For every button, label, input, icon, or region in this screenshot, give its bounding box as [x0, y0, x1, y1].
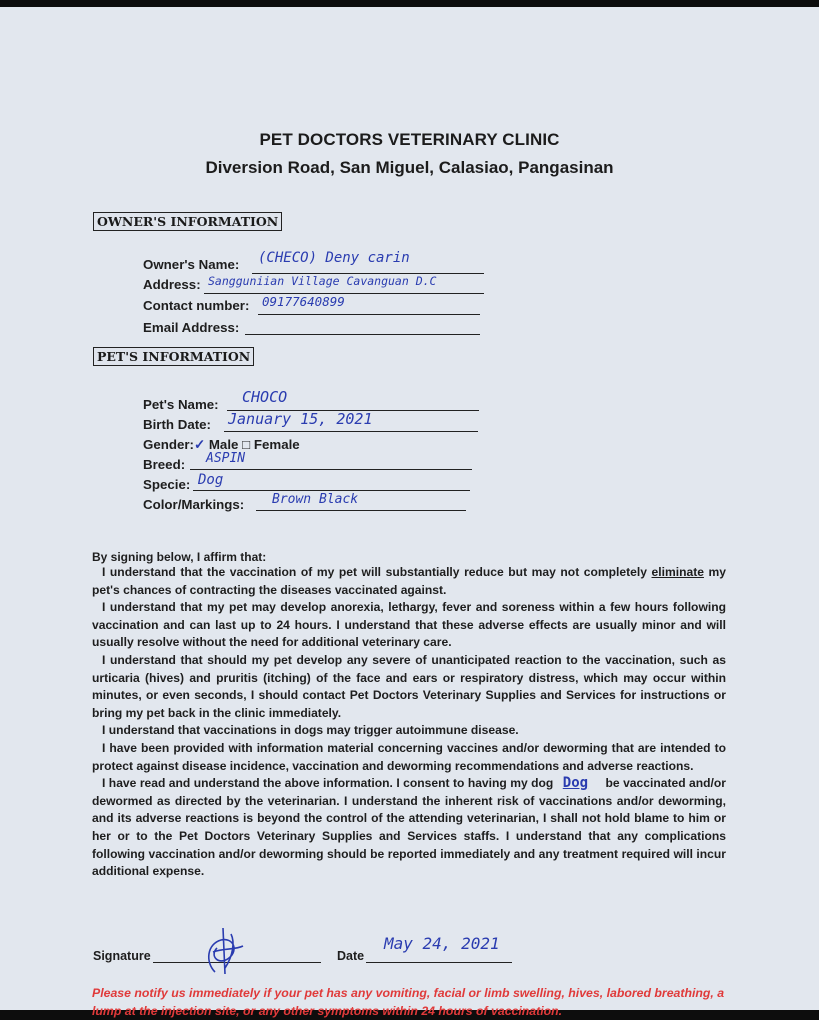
email-label: Email Address: — [143, 320, 240, 335]
date-line — [366, 962, 512, 963]
pet-section-heading: PET'S INFORMATION — [93, 347, 254, 366]
clinic-address: Diversion Road, San Miguel, Calasiao, Pangasinan — [205, 158, 614, 177]
signature-label: Signature — [93, 949, 151, 963]
address-label: Address: — [143, 277, 201, 292]
pet-name-label: Pet's Name: — [143, 397, 219, 412]
owner-name-value[interactable]: (CHECO) Deny carin — [258, 250, 410, 266]
affirm-paragraph-4: I understand that vaccinations in dogs may trigger autoimmune disease. — [102, 723, 519, 738]
specie-value[interactable]: Dog — [198, 472, 224, 488]
clinic-name: PET DOCTORS VETERINARY CLINIC — [259, 130, 560, 149]
affirm-paragraph-2: I understand that my pet may develop anorexia, lethargy, fever and soreness within a few hours following vaccination and can last up to 24 hours. I understand that these adverse effects are usually minor and will usually resolve without the need for additional veterinary care. — [92, 600, 726, 650]
affirm-paragraph-3: I understand that should my pet develop any severe of unanticipated reaction to the vaccination, such as urticaria (hives) and pruritis (itching) of the face and ears or respiratory distress, which may occur within minutes, or even seconds, I should contact Pet Doctors Veterinary Supplies and Services for instructions or bring my pet back in the clinic immediately. — [92, 652, 726, 720]
color-markings-label: Color/Markings: — [143, 497, 245, 512]
affirm-paragraph-5: I have been provided with information material concerning vaccines and/or deworming that are intended to protect against disease incidence, vaccination and deworming recommendations and adverse reactions. — [92, 740, 726, 773]
gender-label: Gender: — [143, 437, 194, 452]
address-value[interactable]: Sangguniian Village Cavanguan D.C — [208, 274, 437, 288]
date-value[interactable]: May 24, 2021 — [384, 934, 500, 953]
contact-value[interactable]: 09177640899 — [262, 294, 345, 309]
affirm-paragraph-1: I understand that the vaccination of my pet will substantially reduce but may not completely eliminate my pet's chances of contracting the diseases vaccinated against. — [92, 565, 726, 597]
owner-name-label: Owner's Name: — [143, 257, 240, 272]
breed-line — [190, 469, 472, 470]
breed-value[interactable]: ASPIN — [206, 451, 246, 466]
contact-label: Contact number: — [143, 298, 250, 313]
contact-line — [258, 314, 480, 315]
owner-section-heading: OWNER'S INFORMATION — [93, 212, 282, 231]
signature-mark[interactable] — [195, 922, 255, 980]
form-page — [0, 7, 819, 1018]
male-check-icon[interactable]: ✓ — [193, 437, 206, 452]
affirmation-heading: By signing below, I affirm that: — [92, 550, 267, 564]
color-markings-value[interactable]: Brown Black — [272, 492, 359, 507]
color-markings-line — [256, 510, 466, 511]
email-line — [245, 334, 480, 335]
specie-line — [193, 490, 470, 491]
specie-label: Specie: — [143, 477, 191, 492]
pet-name-value[interactable]: CHOCO — [242, 388, 288, 406]
post-vaccination-notice: Please notify us immediately if your pet has any vomiting, facial or limb swelling, hives, labored breathing, a lump at the injection site, or any other symptoms within 24 hours of vaccination. — [92, 986, 725, 1018]
female-checkbox-icon[interactable]: □ — [242, 437, 251, 452]
date-label: Date — [337, 949, 365, 963]
birth-date-line — [224, 431, 478, 432]
birth-date-value[interactable]: January 15, 2021 — [228, 410, 373, 428]
consent-pet-type-field[interactable]: Dog — [562, 775, 589, 792]
affirm-paragraph-6: I have read and understand the above information. I consent to having my dog Dog be vaccinated and/or dewormed as directed by the veterinarian. I understand the inherent risk of vaccinations and/or deworming, and its adverse reactions is beyond the control of the attending veterinarian, I shall not hold blame to him or her or to the Pet Doctors Veterinary Supplies and Services staffs. I understand that any complications following vaccination and/or deworming should be reported immediately and any treatment required will incur additional expense. — [92, 775, 726, 879]
gender-male-option[interactable]: Male — [208, 437, 239, 452]
birth-date-label: Birth Date: — [143, 417, 211, 432]
breed-label: Breed: — [143, 457, 186, 472]
affirmation-body — [92, 564, 726, 881]
gender-female-option[interactable]: Female — [253, 437, 300, 452]
